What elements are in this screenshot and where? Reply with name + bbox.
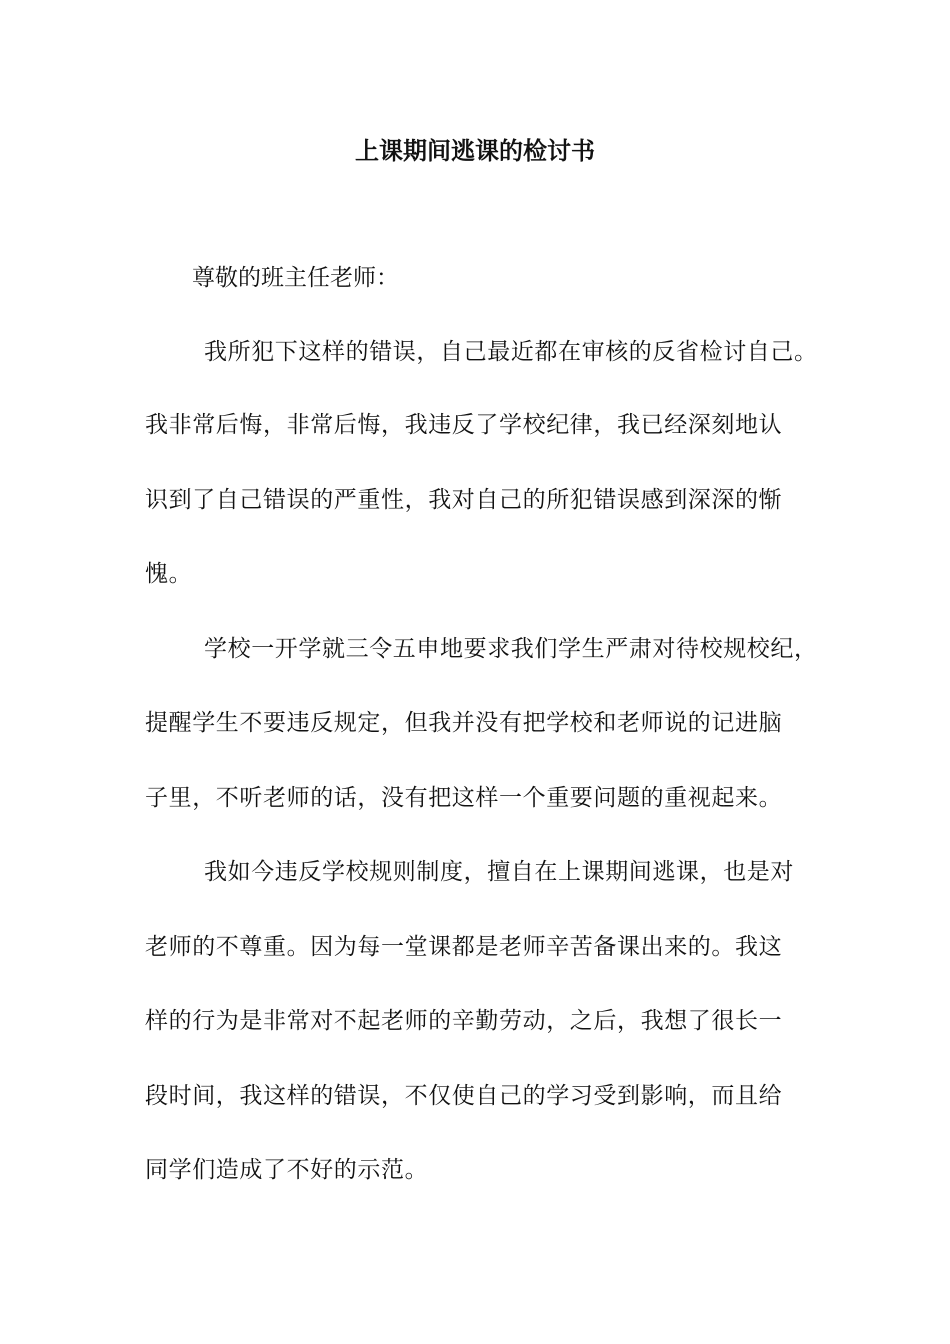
paragraph-line: 老师的不尊重。因为每一堂课都是老师辛苦备课出来的。我这 (145, 934, 783, 960)
salutation: 尊敬的班主任老师： (192, 265, 399, 291)
paragraph-line: 子里，不听老师的话，没有把这样一个重要问题的重视起来。 (145, 785, 783, 811)
paragraph-line: 学校一开学就三令五申地要求我们学生严肃对待校规校纪， (204, 636, 818, 662)
paragraph-line: 同学们造成了不好的示范。 (145, 1157, 429, 1183)
paragraph-line: 段时间，我这样的错误，不仅使自己的学习受到影响，而且给 (145, 1083, 783, 1109)
paragraph-line: 我所犯下这样的错误，自己最近都在审核的反省检讨自己。 (204, 339, 818, 365)
paragraph-line: 我非常后悔，非常后悔，我违反了学校纪律，我已经深刻地认 (145, 412, 783, 438)
paragraph-line: 样的行为是非常对不起老师的辛勤劳动，之后，我想了很长一 (145, 1008, 783, 1034)
paragraph-line: 愧。 (145, 561, 193, 587)
paragraph-line: 识到了自己错误的严重性，我对自己的所犯错误感到深深的惭 (145, 487, 783, 513)
paragraph-line: 我如今违反学校规则制度，擅自在上课期间逃课，也是对 (204, 859, 794, 885)
document-title: 上课期间逃课的检讨书 (355, 136, 595, 165)
paragraph-line: 提醒学生不要违反规定，但我并没有把学校和老师说的记进脑 (145, 710, 783, 736)
